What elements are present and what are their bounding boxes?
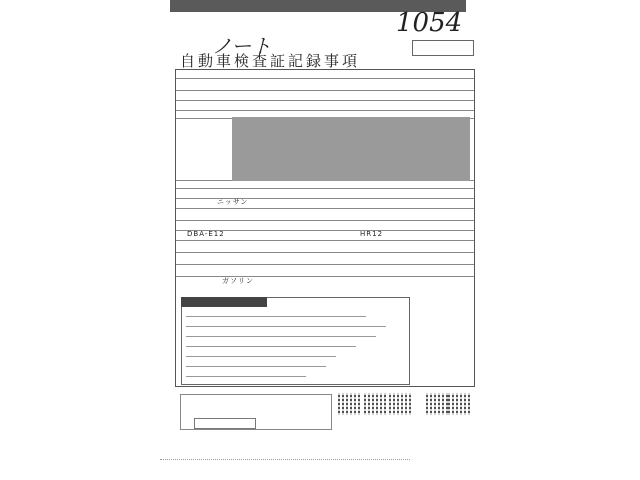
signature-line <box>160 447 410 460</box>
form-rule <box>176 78 474 79</box>
form-rule <box>176 220 474 221</box>
form-rule <box>176 264 474 265</box>
qr-code-image <box>364 393 386 415</box>
fuel-value: ガソリン <box>222 277 254 285</box>
form-rule <box>176 276 474 277</box>
notes-text-line <box>186 366 326 367</box>
notes-box <box>181 297 410 385</box>
notes-text-line <box>186 326 386 327</box>
qr-code-image <box>389 393 411 415</box>
qr-code-image <box>338 393 360 415</box>
notes-text-line <box>186 336 376 337</box>
issue-date-box <box>412 40 474 56</box>
form-rule <box>176 100 474 101</box>
form-rule <box>176 110 474 111</box>
form-rule <box>176 90 474 91</box>
engine-model-value: HR12 <box>360 230 384 238</box>
notes-text-line <box>186 376 306 377</box>
vehicle-model-value: DBA-E12 <box>187 230 225 238</box>
document-title: 自動車検査証記録事項 <box>180 52 361 70</box>
notes-text-line <box>186 316 366 317</box>
handwritten-number: 1054 <box>396 8 463 38</box>
qr-code-image <box>426 393 448 415</box>
handwritten-note: ノート <box>212 34 272 58</box>
id-box <box>194 418 256 429</box>
redacted-owner-block <box>232 117 470 181</box>
maker-value: ニッサン <box>217 198 249 206</box>
notes-text-line <box>186 356 336 357</box>
form-rule <box>176 188 474 189</box>
form-rule <box>176 252 474 253</box>
form-rule <box>176 208 474 209</box>
form-rule <box>176 240 474 241</box>
qr-code-image <box>448 393 470 415</box>
notes-text-line <box>186 346 356 347</box>
notes-header-band <box>181 297 267 307</box>
